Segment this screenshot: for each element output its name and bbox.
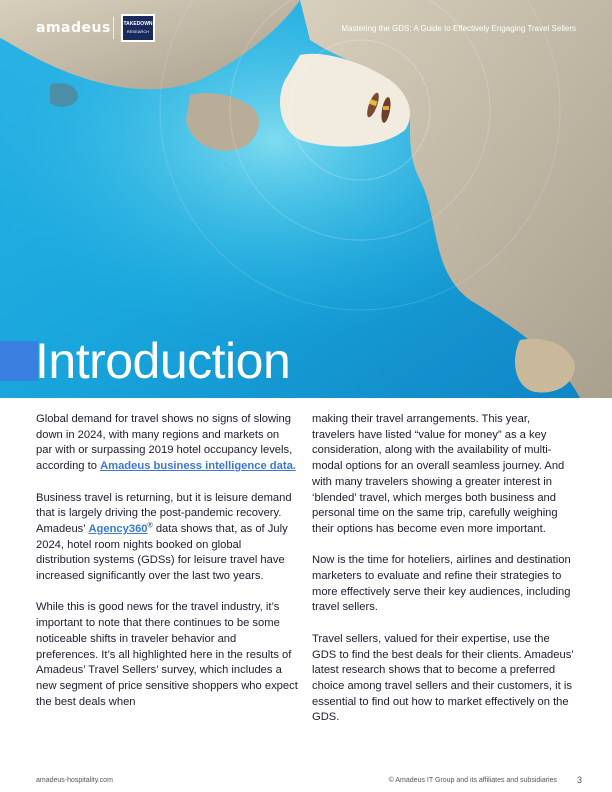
badge-line-2: RESEARCH <box>126 29 150 34</box>
document-header-title: Mastering the GDS: A Guide to Effectively Engaging Travel Sellers <box>341 24 576 33</box>
paragraph: Travel sellers, valued for their expertise, use the GDS to find the best deals for their clients. Amadeus’ latest research shows that to become a preferred choice among travel sellers and their customers, it is essential to find out how to market effectively on the GDS. <box>312 632 574 724</box>
page-title: Introduction <box>35 333 291 389</box>
business-intelligence-link[interactable]: Amadeus business intelligence data. <box>100 460 296 473</box>
agency360-link[interactable]: Agency360 <box>88 522 148 535</box>
right-column <box>312 412 574 742</box>
page-number: 3 <box>576 775 582 785</box>
amadeus-logo: amadeus <box>36 20 111 36</box>
paragraph <box>36 412 298 475</box>
title-accent-bar <box>0 341 38 381</box>
paragraph: Now is the time for hoteliers, airlines and destination marketers to evaluate and refine their strategies to more effectively serve their key audiences, including travel sellers. <box>312 554 571 614</box>
takedown-research-badge <box>121 14 155 42</box>
footer-url: amadeus-hospitality.com <box>36 777 113 784</box>
logo-divider <box>113 17 114 39</box>
paragraph: While this is good news for the travel industry, it’s important to note that there continues to be some noticeable shifts in traveler behavior and preferences. It’s all highlighted here in the results of Amadeus’ Travel Sellers’ survey, which includes a new segment of price sensitive shoppers who expect the best deals when <box>36 601 298 708</box>
paragraph-text: Business travel is returning, but it is leisure demand that is largely driving the post-pandemic recovery. Amadeus’ <box>36 491 292 535</box>
paragraph-text: data shows that, as of July 2024, hotel room nights booked on global distribution systems (GDSs) for leisure travel have increased significantly over the last two years. <box>36 522 288 583</box>
paragraph-text: Global demand for travel shows no signs of slowing down in 2024, with many regions and markets on par with or surpassing 2019 hotel occupancy levels, according to <box>36 413 293 473</box>
paragraph <box>36 491 298 585</box>
badge-line-1: TAKEDOWN <box>123 21 153 27</box>
registered-mark: ® <box>147 522 153 530</box>
paragraph: making their travel arrangements. This year, travelers have listed “value for money” as a key consideration, along with the availability of multi-modal options for an overall seamless journey. And with many travelers showing a greater interest in ‘blended’ travel, which merges both business and personal time on the same trip, carefully weighing their options has become even more important. <box>312 413 565 535</box>
footer-copyright: © Amadeus IT Group and its affiliates and subsidiaries <box>388 777 557 784</box>
left-column <box>36 412 298 726</box>
